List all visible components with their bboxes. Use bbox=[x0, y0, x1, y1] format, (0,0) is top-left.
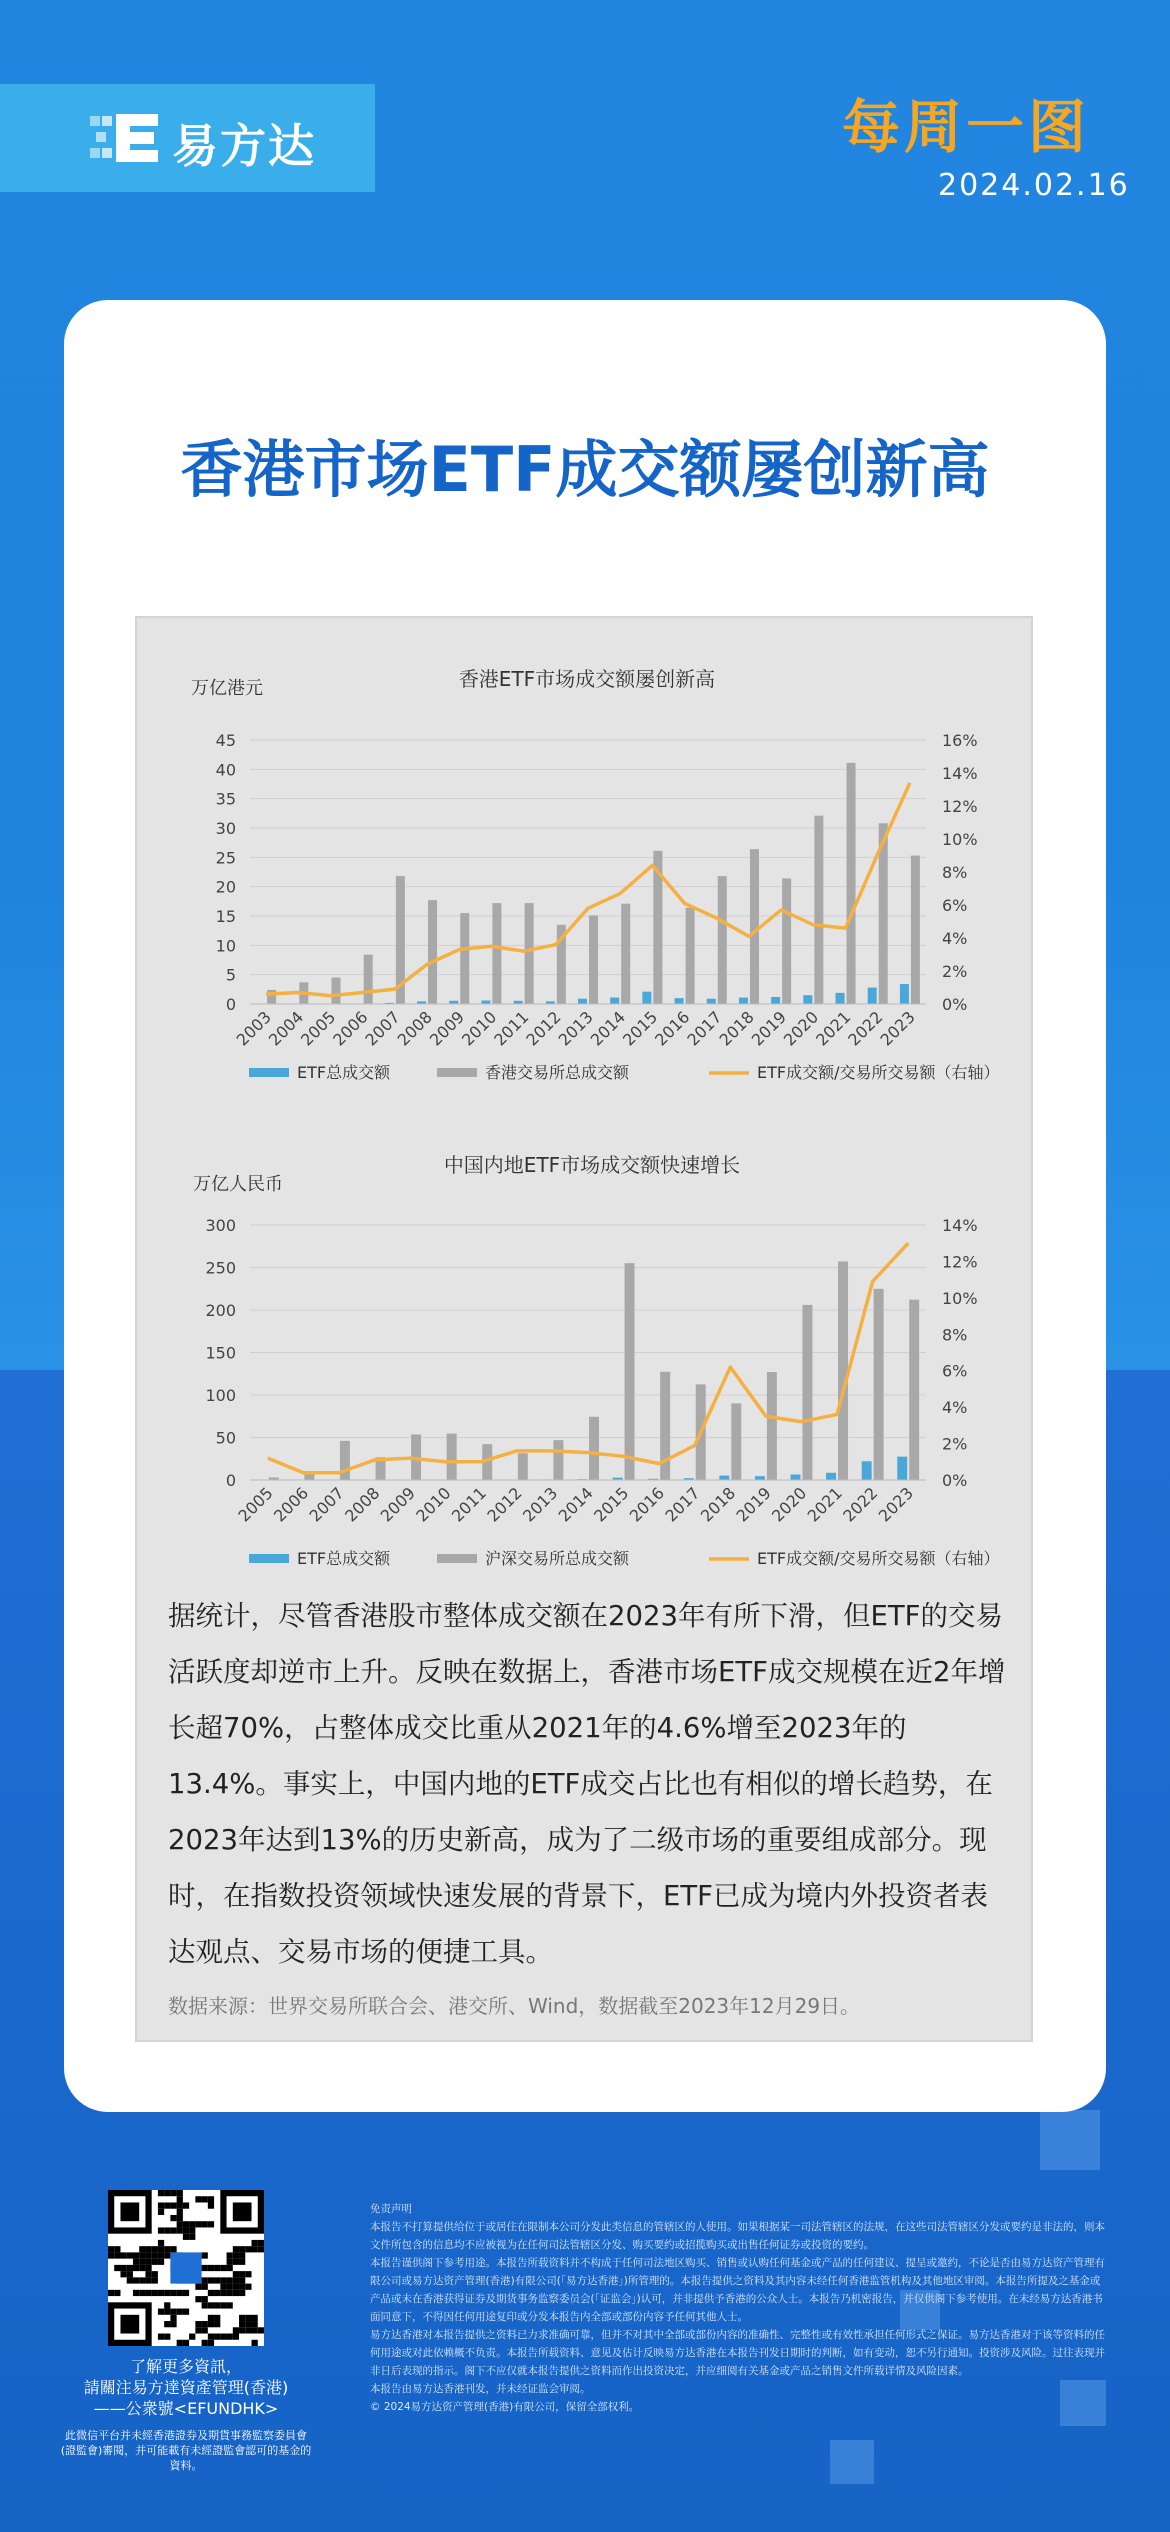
bar-exchange-turnover bbox=[767, 1372, 777, 1480]
data-source-note: 数据来源：世界交易所联合会、港交所、Wind，数据截至2023年12月29日。 bbox=[168, 1994, 861, 2018]
x-tick-label: 2023 bbox=[876, 1007, 919, 1050]
y2-tick-label: 0% bbox=[942, 1471, 968, 1490]
x-tick-label: 2005 bbox=[297, 1007, 340, 1050]
legend-label: 沪深交易所总成交额 bbox=[485, 1549, 630, 1568]
bar-etf-turnover bbox=[836, 993, 845, 1004]
chart-hk-etf-turnover bbox=[137, 618, 1031, 1118]
bar-etf-turnover bbox=[771, 997, 780, 1004]
x-tick-label: 2016 bbox=[651, 1007, 694, 1050]
chart-mainland-etf-turnover bbox=[137, 1118, 1031, 1588]
x-tick-label: 2011 bbox=[447, 1483, 491, 1526]
legend-label: ETF总成交额 bbox=[297, 1063, 391, 1082]
y2-tick-label: 14% bbox=[942, 1216, 978, 1235]
y2-tick-label: 6% bbox=[942, 1361, 968, 1381]
y-tick-label: 5 bbox=[225, 965, 236, 985]
x-tick-label: 2006 bbox=[269, 1483, 313, 1526]
bar-etf-turnover bbox=[791, 1474, 801, 1480]
bar-exchange-turnover bbox=[838, 1261, 848, 1480]
x-tick-label: 2023 bbox=[874, 1483, 918, 1526]
x-tick-label: 2015 bbox=[590, 1483, 633, 1526]
x-tick-label: 2008 bbox=[393, 1007, 436, 1050]
disclaimer-paragraph: 易方达香港对本报告提供之资料已力求准确可靠，但并不对其中全部或部份内容的准确性、完整性或有效性承担任何形式之保证。易方达香港对于该等资料的任何用途或对此依赖概不负责。本报告所载资料、意见及估计反映易方达香港在本报告刊发日期时的判断，如有变动，恕不另行通知。投资涉及风险。过往表现并非日后表现的指示。阁下不应仅就本报告提供之资料而作出投资决定，并应细阅有关基金或产品之销售文件所载详情及风险因素。 bbox=[370, 2329, 1105, 2377]
qr-caption-line: 了解更多資訊， bbox=[129, 2357, 242, 2376]
chart-title: 中国内地ETF市场成交额快速增长 bbox=[443, 1153, 741, 1177]
y-axis-label: 万亿人民币 bbox=[193, 1174, 283, 1195]
disclaimer-paragraph: 本报告不打算提供给位于或居住在限制本公司分发此类信息的管辖区的人使用。如果根据某一司法管辖区的法规，在这些司法管辖区分发或要约是非法的，则本文件所包含的信息均不应被视为在任何司法管辖区分发、购买要约或招揽购买或出售任何证券或投资的要约。 bbox=[370, 2221, 1105, 2251]
disclaimer-paragraph: © 2024易方达资产管理(香港)有限公司，保留全部权利。 bbox=[370, 2401, 640, 2413]
legend-label: ETF成交额/交易所交易额（右轴） bbox=[757, 1549, 1000, 1568]
legend-label: 香港交易所总成交额 bbox=[485, 1063, 630, 1082]
x-tick-label: 2009 bbox=[376, 1483, 419, 1526]
y-tick-label: 150 bbox=[205, 1343, 236, 1363]
bar-exchange-turnover bbox=[750, 849, 759, 1004]
bar-exchange-turnover bbox=[802, 1305, 812, 1480]
y-tick-label: 20 bbox=[215, 877, 236, 897]
chart-title: 香港ETF市场成交额屡创新高 bbox=[458, 667, 716, 691]
y-tick-label: 15 bbox=[215, 907, 236, 926]
efund-logo-icon bbox=[90, 112, 160, 164]
x-tick-label: 2007 bbox=[361, 1007, 404, 1050]
y2-tick-label: 14% bbox=[942, 764, 978, 783]
x-tick-label: 2005 bbox=[234, 1483, 277, 1526]
x-tick-label: 2006 bbox=[329, 1007, 372, 1050]
bar-exchange-turnover bbox=[625, 1263, 635, 1480]
bar-exchange-turnover bbox=[364, 955, 373, 1004]
disclaimer-title: 免责声明 bbox=[370, 2203, 412, 2215]
y2-tick-label: 12% bbox=[942, 1252, 978, 1272]
legend-swatch bbox=[437, 1554, 477, 1563]
bar-exchange-turnover bbox=[340, 1441, 350, 1480]
bar-etf-turnover bbox=[803, 995, 812, 1004]
y2-tick-label: 16% bbox=[942, 731, 978, 750]
x-tick-label: 2010 bbox=[458, 1007, 501, 1050]
bar-exchange-turnover bbox=[718, 876, 727, 1004]
bar-exchange-turnover bbox=[911, 856, 920, 1004]
weekly-label: 每周一图 bbox=[842, 93, 1091, 161]
x-tick-label: 2008 bbox=[341, 1483, 384, 1526]
y2-tick-label: 6% bbox=[942, 896, 968, 915]
y-tick-label: 10 bbox=[215, 936, 236, 956]
x-tick-label: 2018 bbox=[696, 1483, 740, 1526]
x-tick-label: 2022 bbox=[839, 1483, 882, 1526]
y-tick-label: 0 bbox=[225, 1471, 236, 1490]
y2-tick-label: 10% bbox=[942, 830, 978, 849]
qr-caption bbox=[60, 2356, 312, 2419]
y2-tick-label: 2% bbox=[942, 962, 968, 981]
brand-name: 易方达 bbox=[172, 119, 316, 173]
x-tick-label: 2007 bbox=[305, 1483, 348, 1526]
bar-exchange-turnover bbox=[492, 903, 501, 1004]
y2-tick-label: 8% bbox=[942, 863, 968, 882]
bar-exchange-turnover bbox=[447, 1434, 457, 1480]
qr-code-icon[interactable] bbox=[108, 2190, 264, 2346]
x-tick-label: 2010 bbox=[412, 1483, 455, 1526]
legend-label: ETF总成交额 bbox=[297, 1549, 391, 1568]
legend-swatch bbox=[249, 1068, 289, 1077]
issue-date: 2024.02.16 bbox=[938, 168, 1130, 203]
bar-exchange-turnover bbox=[589, 1417, 599, 1480]
x-tick-label: 2017 bbox=[661, 1483, 704, 1526]
bar-exchange-turnover bbox=[525, 903, 534, 1004]
bar-etf-turnover bbox=[642, 992, 651, 1004]
x-tick-label: 2014 bbox=[554, 1483, 597, 1526]
bar-etf-turnover bbox=[868, 988, 877, 1004]
bar-exchange-turnover bbox=[686, 908, 695, 1004]
y-tick-label: 40 bbox=[215, 760, 236, 780]
y-tick-label: 100 bbox=[205, 1386, 236, 1405]
bar-etf-turnover bbox=[481, 1000, 490, 1004]
body-paragraph: 据统计，尽管香港股市整体成交额在2023年有所下滑，但ETF的交易活跃度却逆市上升。反映在数据上，香港市场ETF成交规模在近2年增长超70%，占整体成交比重从2021年的4.6%增至2023年的13.4%。事实上，中国内地的ETF成交占比也有相似的增长趋势，在2023年达到13%的历史新高，成为了二级市场的重要组成部分。现时，在指数投资领域快速发展的背景下，ETF已成为境内外投资者表达观点、交易市场的便捷工具。 bbox=[168, 1600, 1006, 1968]
bar-exchange-turnover bbox=[331, 978, 340, 1004]
bar-etf-turnover bbox=[675, 998, 684, 1004]
bar-etf-turnover bbox=[719, 1476, 729, 1480]
qr-caption-line: 請關注易方達資產管理(香港) bbox=[83, 2378, 289, 2397]
y2-tick-label: 10% bbox=[942, 1288, 978, 1308]
x-tick-label: 2012 bbox=[483, 1483, 526, 1526]
x-tick-label: 2004 bbox=[264, 1007, 308, 1050]
decor-square bbox=[830, 2440, 874, 2484]
bar-exchange-turnover bbox=[909, 1300, 919, 1480]
decor-square bbox=[1040, 2110, 1100, 2170]
y2-tick-label: 4% bbox=[942, 1398, 968, 1418]
x-tick-label: 2019 bbox=[732, 1483, 775, 1526]
legend-swatch bbox=[437, 1068, 477, 1077]
line-etf-share bbox=[266, 783, 910, 996]
bar-exchange-turnover bbox=[460, 913, 469, 1004]
y-tick-label: 30 bbox=[215, 819, 236, 838]
y-tick-label: 25 bbox=[215, 848, 236, 868]
disclaimer-paragraph: 本报告由易方达香港刊发，并未经证监会审阅。 bbox=[370, 2383, 591, 2395]
y-tick-label: 0 bbox=[225, 995, 236, 1014]
qr-caption-line: ——公衆號<EFUNDHK> bbox=[93, 2399, 279, 2418]
x-tick-label: 2014 bbox=[586, 1007, 630, 1050]
y2-tick-label: 4% bbox=[942, 929, 968, 948]
bar-etf-turnover bbox=[862, 1461, 872, 1480]
x-tick-label: 2018 bbox=[715, 1007, 758, 1050]
x-tick-label: 2012 bbox=[522, 1007, 565, 1050]
y-tick-label: 35 bbox=[215, 789, 236, 809]
disclaimer-paragraph: 本报告谨供阁下参考用途。本报告所载资料并不构成于任何司法地区购买、销售或认购任何基金或产品的任何建议、提呈或邀约，不论是否由易方达资产管理有限公司或易方达资产管理(香港)有限公司(「易方达香港」)所管理的。本报告提供之资料及其内容未经任何香港监管机构及其他地区审阅。本报告所提及之基金或产品或未在香港获得证券及期货事务监察委员会(「证监会」)认可，并非提供予香港的公众人士。本报告乃机密报告，并仅供阁下参考使用。在未经易方达香港书面同意下，不得因任何用途复印或分发本报告内全部或部份内容予任何其他人士。 bbox=[370, 2257, 1105, 2323]
x-tick-label: 2003 bbox=[232, 1007, 275, 1050]
disclaimer bbox=[370, 2200, 1110, 2416]
bar-etf-turnover bbox=[707, 999, 716, 1004]
bar-exchange-turnover bbox=[621, 904, 630, 1004]
bar-etf-turnover bbox=[578, 999, 587, 1004]
bar-exchange-turnover bbox=[874, 1289, 884, 1480]
bar-exchange-turnover bbox=[518, 1453, 528, 1480]
x-tick-label: 2021 bbox=[803, 1483, 846, 1526]
x-tick-label: 2013 bbox=[554, 1007, 597, 1050]
y-tick-label: 250 bbox=[205, 1258, 236, 1278]
x-tick-label: 2015 bbox=[618, 1007, 662, 1050]
x-tick-label: 2017 bbox=[683, 1007, 726, 1050]
bar-exchange-turnover bbox=[731, 1403, 741, 1480]
bar-etf-turnover bbox=[610, 998, 619, 1004]
bar-exchange-turnover bbox=[589, 915, 598, 1004]
x-tick-label: 2011 bbox=[490, 1007, 533, 1050]
x-tick-label: 2013 bbox=[519, 1483, 562, 1526]
bar-etf-turnover bbox=[897, 1457, 907, 1480]
bar-etf-turnover bbox=[900, 984, 909, 1004]
x-tick-label: 2020 bbox=[779, 1007, 823, 1050]
x-tick-label: 2019 bbox=[747, 1007, 790, 1050]
y2-tick-label: 2% bbox=[942, 1434, 968, 1454]
x-tick-label: 2009 bbox=[425, 1007, 469, 1050]
page-title: 香港市场ETF成交额屡创新高 bbox=[180, 433, 990, 506]
legend-swatch bbox=[249, 1554, 289, 1563]
y2-tick-label: 0% bbox=[942, 995, 968, 1014]
y-tick-label: 50 bbox=[215, 1428, 236, 1448]
x-tick-label: 2016 bbox=[625, 1483, 668, 1526]
y2-tick-label: 8% bbox=[942, 1325, 968, 1345]
x-tick-label: 2022 bbox=[844, 1007, 887, 1050]
qr-note: 此微信平台并未經香港證券及期貨事務監察委員會(證監會)審閱，并可能載有未經證監會認可的基金的資料。 bbox=[60, 2429, 312, 2472]
bar-etf-turnover bbox=[739, 998, 748, 1004]
x-tick-label: 2021 bbox=[812, 1007, 855, 1050]
bar-etf-turnover bbox=[826, 1473, 836, 1480]
y-tick-label: 45 bbox=[215, 731, 236, 750]
legend-label: ETF成交额/交易所交易额（右轴） bbox=[757, 1063, 1000, 1082]
y-axis-label: 万亿港元 bbox=[191, 678, 263, 699]
bar-exchange-turnover bbox=[428, 900, 437, 1004]
x-tick-label: 2020 bbox=[768, 1483, 811, 1526]
bar-exchange-turnover bbox=[847, 763, 856, 1004]
y-tick-label: 200 bbox=[205, 1301, 236, 1320]
bar-exchange-turnover bbox=[782, 878, 791, 1004]
bar-exchange-turnover bbox=[553, 1440, 563, 1480]
bar-etf-turnover bbox=[755, 1476, 765, 1480]
y-tick-label: 300 bbox=[205, 1216, 236, 1235]
y2-tick-label: 12% bbox=[942, 797, 978, 816]
bar-exchange-turnover bbox=[814, 816, 823, 1004]
